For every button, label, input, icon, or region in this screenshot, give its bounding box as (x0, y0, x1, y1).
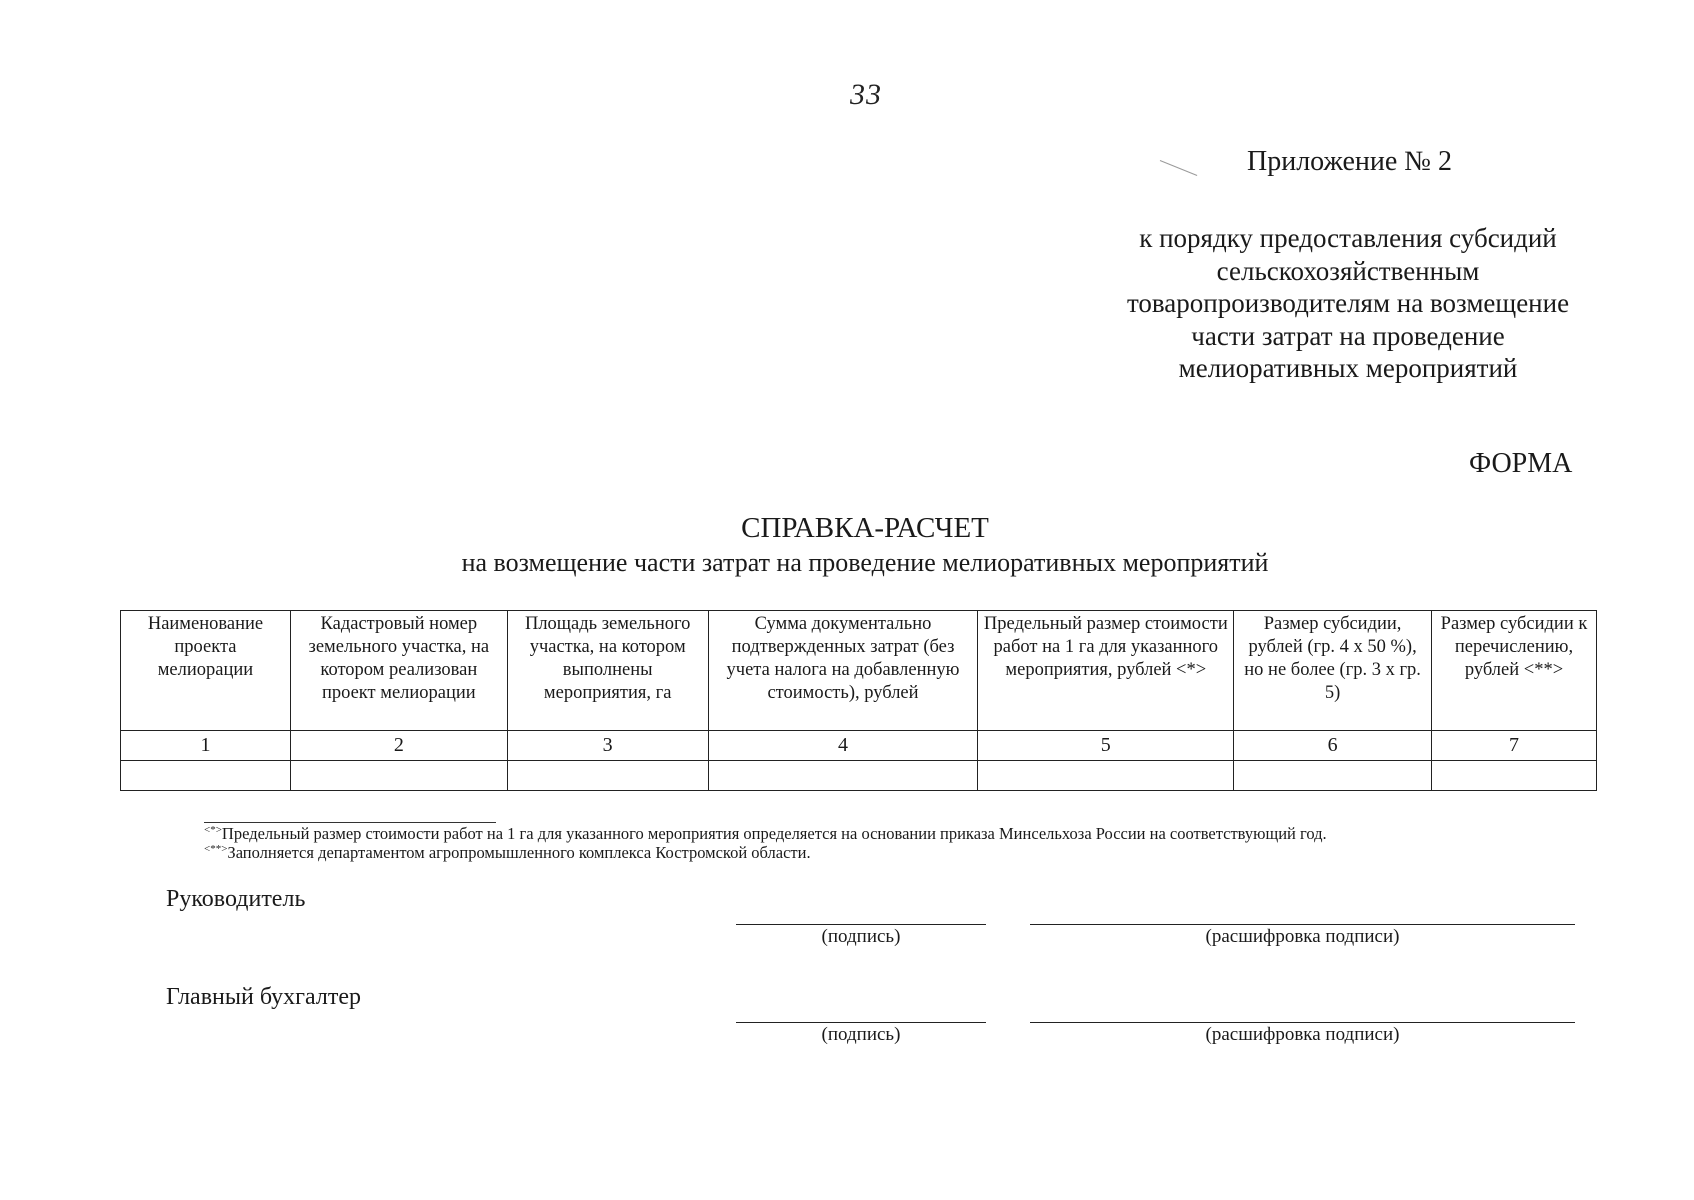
forma-label: ФОРМА (1469, 448, 1573, 479)
signature-label: (подпись) (821, 926, 901, 947)
signer-role-director: Руководитель (166, 886, 306, 912)
scan-mark (1160, 160, 1197, 176)
table-cell[interactable] (978, 761, 1234, 791)
table-cell[interactable] (507, 761, 708, 791)
column-header: Кадастровый номер земельного участка, на котором реализован проект мелиорации (290, 611, 507, 731)
footnote-divider (204, 822, 496, 823)
column-header: Размер субсидии, рублей (гр. 4 х 50 %), но не более (гр. 3 х гр. 5) (1234, 611, 1432, 731)
footnote-text: Заполняется департаментом агропромышленного комплекса Костромской области. (227, 843, 811, 862)
column-number: 6 (1234, 731, 1432, 761)
signature-label: (подпись) (821, 1024, 901, 1045)
signature-decode-line[interactable] (1030, 1022, 1575, 1023)
signature-decode-label: (расшифровка подписи) (1205, 1024, 1400, 1045)
column-header: Площадь земельного участка, на котором выполнены мероприятия, га (507, 611, 708, 731)
table-cell[interactable] (121, 761, 291, 791)
signer-role-chief-accountant: Главный бухгалтер (166, 984, 361, 1010)
calculation-table (120, 610, 1597, 791)
column-number: 5 (978, 731, 1234, 761)
column-header: Предельный размер стоимости работ на 1 га для указанного мероприятия, рублей <*> (978, 611, 1234, 731)
footnote-text: Предельный размер стоимости работ на 1 га для указанного мероприятия определяется на основании приказа Минсельхоза России на соответствующий год. (221, 824, 1327, 843)
appendix-text: к порядку предоставления субсидий сельскохозяйственным товаропроизводителям на возмещение части затрат на проведение мелиоративных мероприятий (1126, 223, 1570, 383)
footnote-1 (204, 824, 1327, 844)
table-cell[interactable] (1234, 761, 1432, 791)
document-subtitle: на возмещение части затрат на проведение мелиоративных мероприятий (461, 548, 1269, 577)
column-number: 7 (1432, 731, 1597, 761)
column-header: Размер субсидии к перечислению, рублей <**> (1432, 611, 1597, 731)
column-number: 1 (121, 731, 291, 761)
column-header: Наименование проекта мелиорации (121, 611, 291, 731)
page-number: 33 (850, 78, 882, 111)
footnote-2 (204, 843, 811, 863)
column-number: 3 (507, 731, 708, 761)
column-number: 2 (290, 731, 507, 761)
signature-line[interactable] (736, 924, 986, 925)
table-cell[interactable] (290, 761, 507, 791)
column-number-row (121, 731, 1597, 761)
table-cell[interactable] (1432, 761, 1597, 791)
signature-decode-line[interactable] (1030, 924, 1575, 925)
column-number: 4 (708, 731, 978, 761)
footnote-marker: <*> (204, 824, 222, 836)
appendix-title: Приложение № 2 (1247, 146, 1452, 177)
table-cell[interactable] (708, 761, 978, 791)
footnote-marker: <**> (204, 843, 228, 855)
document-title: СПРАВКА-РАСЧЕТ (741, 512, 989, 544)
column-header: Сумма документально подтвержденных затрат (без учета налога на добавленную стоимость), рублей (708, 611, 978, 731)
signature-decode-label: (расшифровка подписи) (1205, 926, 1400, 947)
signature-line[interactable] (736, 1022, 986, 1023)
table-header-row (121, 611, 1597, 731)
table-row (121, 761, 1597, 791)
